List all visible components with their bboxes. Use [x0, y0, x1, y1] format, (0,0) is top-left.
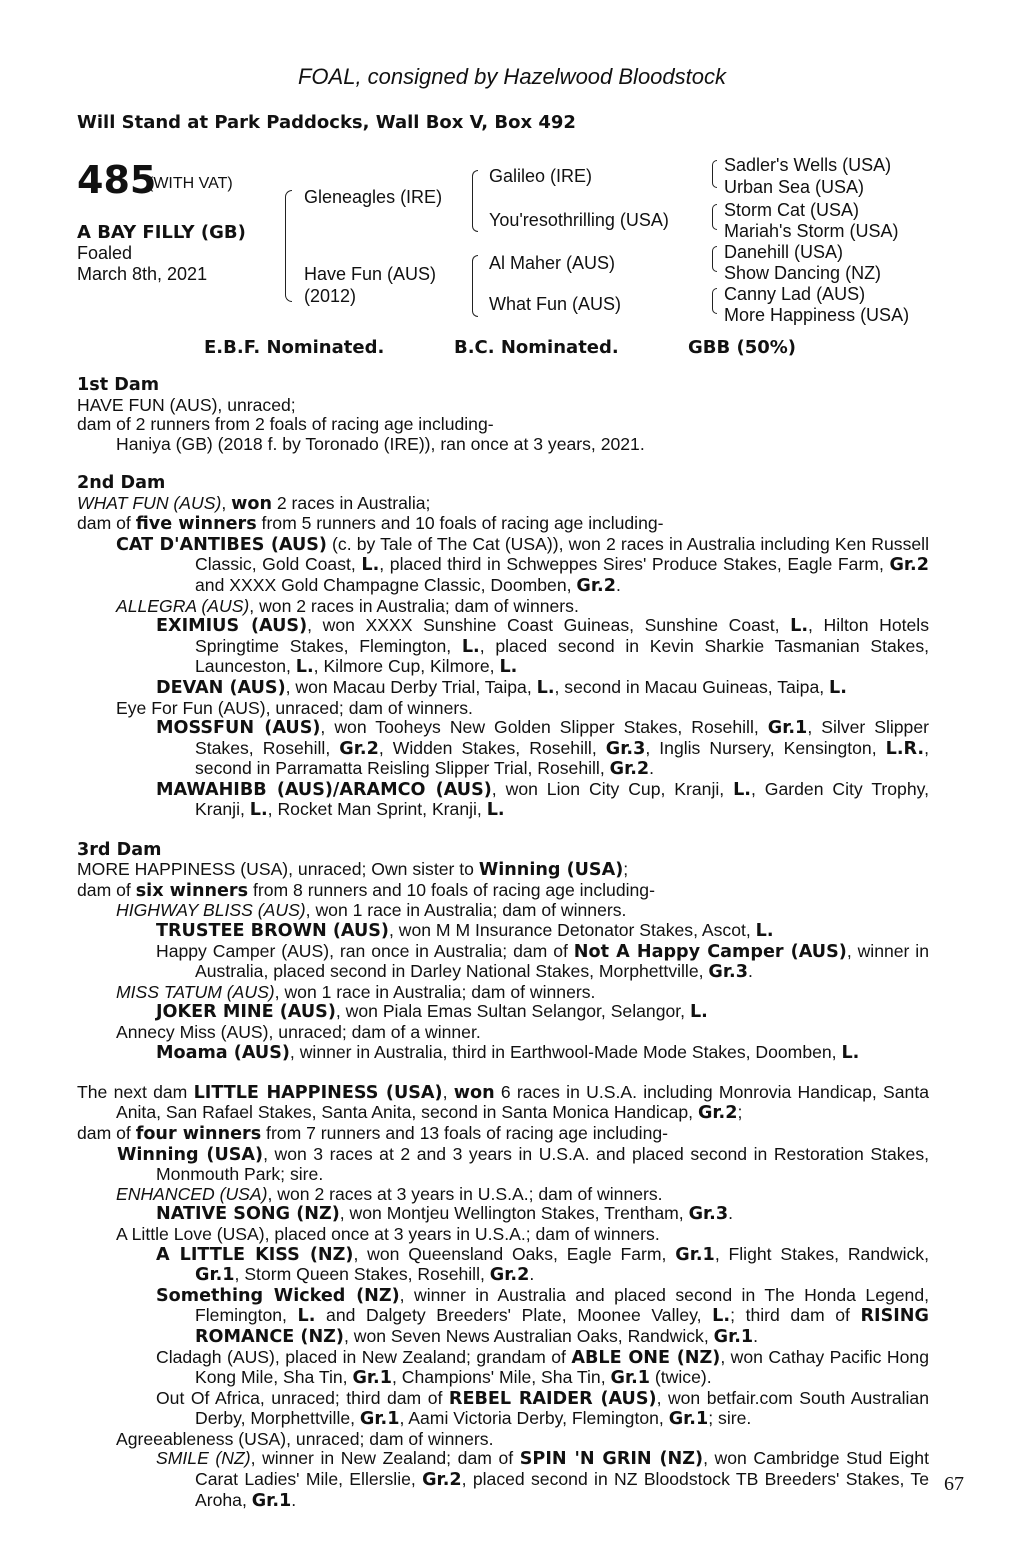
- sire: Gleneagles (IRE): [304, 187, 443, 207]
- gg-4: Mariah's Storm (USA): [724, 221, 899, 241]
- gg-2: Urban Sea (USA): [724, 177, 865, 197]
- gbb-note: GBB (50%): [688, 337, 797, 358]
- pedigree-brace-sire: [472, 170, 478, 232]
- bc-nomination: B.C. Nominated.: [454, 337, 619, 358]
- stand-location: Will Stand at Park Paddocks, Wall Box V, Box 492: [77, 112, 576, 133]
- pedigree-brace-dam: [472, 255, 478, 317]
- gg-7: Canny Lad (AUS): [724, 284, 866, 304]
- grandsire-4: What Fun (AUS): [489, 294, 622, 314]
- lot-title: A BAY FILLY (GB): [77, 222, 246, 243]
- gg-5: Danehill (USA): [724, 242, 844, 262]
- gg-6: Show Dancing (NZ): [724, 263, 882, 283]
- pedigree-brace-main: [285, 190, 292, 302]
- page-header: FOAL, consigned by Hazelwood Bloodstock: [297, 64, 726, 89]
- gg-1: Sadler's Wells (USA): [724, 155, 892, 175]
- catalogue-body: 1st Dam HAVE FUN (AUS), unraced; dam of 2 runners from 2 foals of racing age including- Haniya (GB) (2018 f. by Toronado (IRE)), ran once at 3 years, 2021. 2nd Dam WHAT FUN (AUS), won 2 races in Australia; dam of five winners from 5 runners and 10 foals of racing age including- CAT D'ANTIBES (AUS) (c. by Tale of The Cat (USA)), won 2 races in Australia including Ken Russell Classic, Gold Coast, L., placed third in Schweppes Sires' Produce Stakes, Eagle Farm, Gr.2 and XXXX Gold Champagne Classic, Doomben, Gr.2. ALLEGRA (AUS), won 2 races in Australia; dam of winners. EXIMIUS (AUS), won XXXX Sunshine Coast Guineas, Sunshine Coast, L., Hilton Hotels Springtime Stakes, Flemington, L., placed second in Kevin Sharkie Tasmanian Stakes, Launceston, L., Kilmore Cup, Kilmore, L. DEVAN (AUS), won Macau Derby Trial, Taipa, L., second in Macau Guineas, Taipa, L. Eye For Fun (AUS), unraced; dam of winners. MOSSFUN (AUS), won Tooheys New Golden Slipper Stakes, Rosehill, Gr.1, Silver Slipper Stakes, Rosehill, Gr.2, Widden Stakes, Rosehill, Gr.3, Inglis Nursery, Kensington, L.R., second in Parramatta Reisling Slipper Trial, Rosehill, Gr.2. MAWAHIBB (AUS)/ARAMCO (AUS), won Lion City Cup, Kranji, L., Garden City Trophy, Kranji, L., Rocket Man Sprint, Kranji, L. 3rd Dam MORE HAPPINESS (USA), unraced; Own sister to Winning (USA); dam of six winners from 8 runners and 10 foals of racing age including- HIGHWAY BLISS (AUS), won 1 race in Australia; dam of winners. TRUSTEE BROWN (AUS), won M M Insurance Detonator Stakes, Ascot, L. Happy Camper (AUS), ran once in Australia; dam of Not A Happy Camper (AUS), winner in Australia, placed second in Darley National Stakes, Morphettville, Gr.3. MISS TATUM (AUS), won 1 race in Australia; dam of winners. JOKER MINE (AUS), won Piala Emas Sultan Selangor, Selangor, L. Annecy Miss (AUS), unraced; dam of a winner. Moama (AUS), winner in Australia, third in Earthwool-Made Mode Stakes, Doomben, L. The next dam LITTLE HAPPINESS (USA), won 6 races in U.S.A. including Monrovia Handicap, Santa Anita, San Rafael Stakes, Santa Anita, second in Santa Monica Handicap, Gr.2; dam of four winners from 7 runners and 13 foals of racing age including- Winning (USA), won 3 races at 2 and 3 years in U.S.A. and placed second in Restoration Stakes, Monmouth Park; sire. ENHANCED (USA), won 2 races at 3 years in U.S.A.; dam of winners. NATIVE SONG (NZ), won Montjeu Wellington Stakes, Trentham, Gr.3. A Little Love (USA), placed once at 3 years in U.S.A.; dam of winners. A LITTLE KISS (NZ), won Queensland Oaks, Eagle Farm, Gr.1, Flight Stakes, Randwick, Gr.1, Storm Queen Stakes, Rosehill, Gr.2. Something Wicked (NZ), winner in Australia and placed second in The Honda Legend, Flemington, L. and Dalgety Breeders' Plate, Moonee Valley, L.; third dam of RISING ROMANCE (NZ), won Seven News Australian Oaks, Randwick, Gr.1. Cladagh (AUS), placed in New Zealand; grandam of ABLE ONE (NZ), won Cathay Pacific Hong Kong Mile, Sha Tin, Gr.1, Champions' Mile, Sha Tin, Gr.1 (twice). Out Of Africa, unraced; third dam of REBEL RAIDER (AUS), won betfair.com South Australian Derby, Morphettville, Gr.1, Aami Victoria Derby, Flemington, Gr.1; sire. Agreeableness (USA), unraced; dam of winners. SMILE (NZ), winner in New Zealand; dam of SPIN 'N GRIN (NZ), won Cambridge Stud Eight Carat Ladies' Mile, Ellerslie, Gr.2, placed second in NZ Bloodstock TB Breeders' Stakes, Te Aroha, Gr.1.: [77, 375, 930, 1511]
- foaled-date: March 8th, 2021: [77, 264, 208, 284]
- dam-year: (2012): [304, 286, 357, 306]
- ebf-nomination: E.B.F. Nominated.: [204, 337, 385, 358]
- second-dam-heading: 2nd Dam: [77, 472, 166, 493]
- grandsire-1: Galileo (IRE): [489, 166, 593, 186]
- pedigree-brace-gg4: [712, 288, 717, 314]
- dam: Have Fun (AUS): [304, 264, 437, 284]
- lot-number: 485: [77, 158, 157, 202]
- third-dam-heading: 3rd Dam: [77, 839, 162, 860]
- pedigree-brace-gg1: [712, 160, 717, 188]
- pedigree-brace-gg3: [712, 246, 717, 272]
- vat-note: (WITH VAT): [148, 175, 233, 192]
- pedigree-brace-gg2: [712, 204, 717, 230]
- first-dam-heading: 1st Dam: [77, 375, 160, 395]
- gg-8: More Happiness (USA): [724, 305, 910, 325]
- grandsire-2: You'resothrilling (USA): [489, 210, 669, 230]
- page-number: 67: [944, 1473, 964, 1495]
- gg-3: Storm Cat (USA): [724, 200, 860, 220]
- foaled-label: Foaled: [77, 243, 133, 263]
- grandsire-3: Al Maher (AUS): [489, 253, 616, 273]
